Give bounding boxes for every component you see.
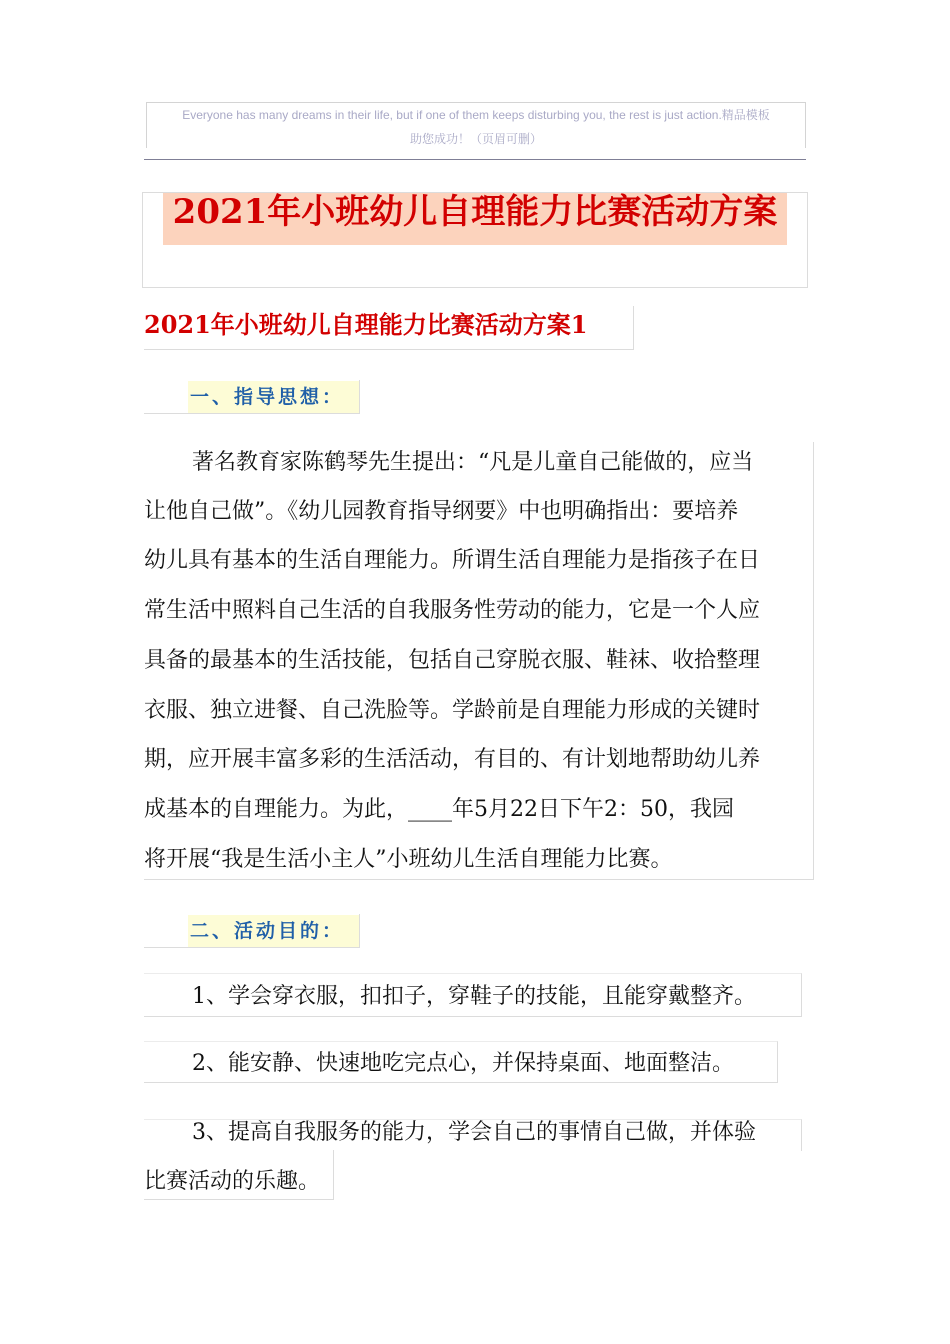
- document-title: 2021年小班幼儿自理能力比赛活动方案: [172, 192, 778, 232]
- section2-heading: 二、活动目的：: [188, 915, 359, 947]
- paragraph-line: 衣服、独立进餐、自己洗脸等。学龄前是自理能力形成的关键时: [144, 698, 761, 723]
- paragraph-line: 幼儿具有基本的生活自理能力。所谓生活自理能力是指孩子在日: [144, 548, 761, 573]
- page-header-text: Everyone has many dreams in their life, but if one of them keeps disturbing you, the rest is just action.精品模板: [182, 108, 770, 122]
- section1-heading: 一、指导思想：: [188, 381, 359, 413]
- page-header-note: 助您成功！（页眉可删）: [409, 132, 542, 146]
- list-item-text: 2、能安静、快速地吃完点心，并保持桌面、地面整洁。: [192, 1051, 734, 1076]
- paragraph-line: 具备的最基本的生活技能，包括自己穿脱衣服、鞋袜、收拾整理: [144, 648, 761, 673]
- section-title: 2021年小班幼儿自理能力比赛活动方案1: [144, 306, 634, 350]
- paragraph-line: 成基本的自理能力。为此，____年5月22日下午2：50，我园: [144, 797, 734, 822]
- paragraph-line: 著名教育家陈鹤琴先生提出：“凡是儿童自己能做的，应当: [192, 450, 754, 475]
- paragraph-line: 常生活中照料自己生活的自我服务性劳动的能力，它是一个人应: [144, 598, 761, 623]
- list-item-text: 1、学会穿衣服，扣扣子，穿鞋子的技能，且能穿戴整齐。: [192, 984, 756, 1009]
- header-divider: [144, 159, 806, 160]
- paragraph-line: 让他自己做”。《幼儿园教育指导纲要》中也明确指出：要培养: [144, 499, 739, 524]
- paragraph-line: 将开展“我是生活小主人”小班幼儿生活自理能力比赛。: [144, 847, 673, 872]
- list-item-text: 比赛活动的乐趣。: [144, 1169, 321, 1194]
- list-item-text: 3、提高自我服务的能力，学会自己的事情自己做，并体验: [192, 1120, 756, 1145]
- paragraph-line: 期，应开展丰富多彩的生活活动，有目的、有计划地帮助幼儿养: [144, 747, 761, 772]
